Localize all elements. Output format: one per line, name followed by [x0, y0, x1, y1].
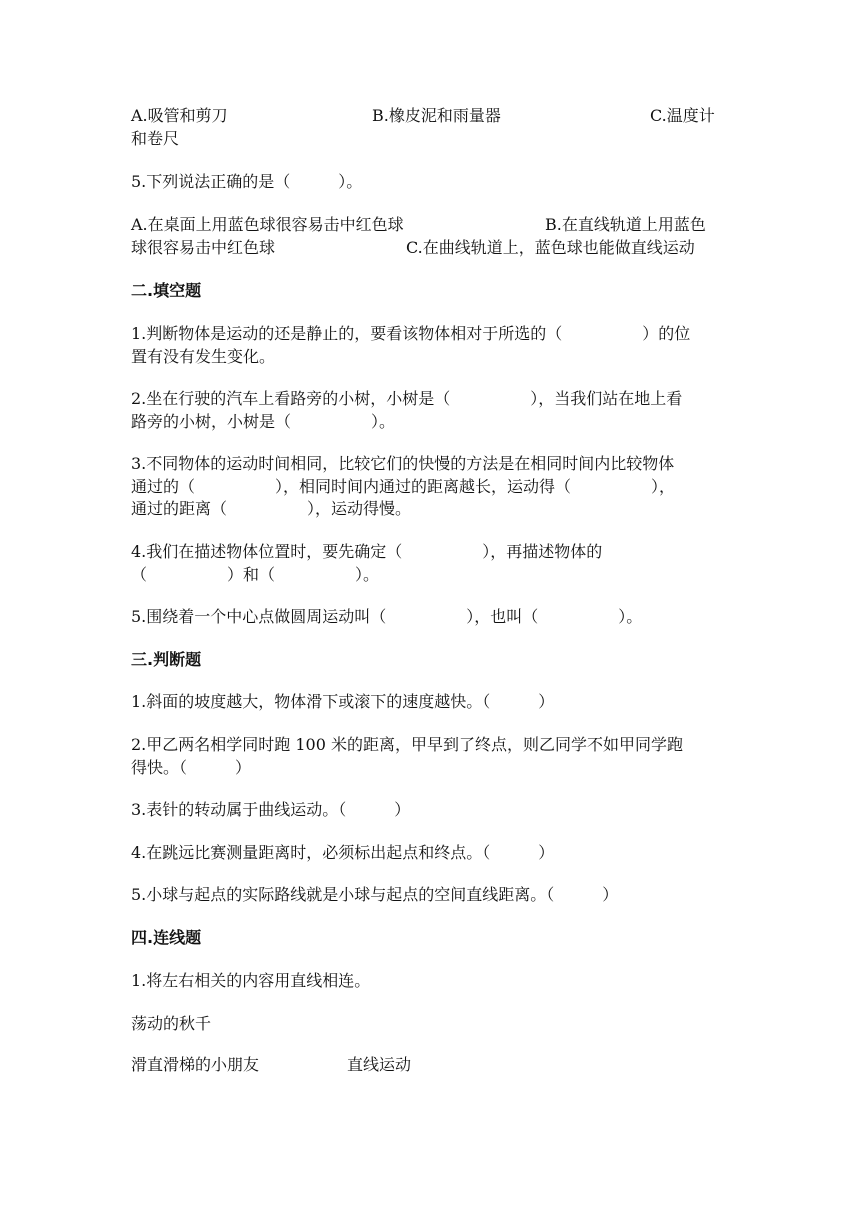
fill-q1-line1: 1.判断物体是运动的还是静止的，要看该物体相对于所选的（ ）的位: [131, 324, 691, 343]
tf-q3: 3.表针的转动属于曲线运动。（ ）: [131, 800, 411, 819]
tf-q4: 4.在跳远比赛测量距离时，必须标出起点和终点。（ ）: [131, 843, 555, 862]
fill-q3-line3: 通过的距离（ ），运动得慢。: [131, 499, 412, 518]
match-q1: 1.将左右相关的内容用直线相连。: [131, 971, 371, 990]
q4-option-c: C.温度计: [650, 106, 715, 125]
match-left-item-1: 荡动的秋千: [131, 1014, 212, 1033]
fill-q2-line2: 路旁的小树，小树是（ ）。: [131, 412, 396, 431]
tf-q1: 1.斜面的坡度越大，物体滑下或滚下的速度越快。（ ）: [131, 692, 555, 711]
q5-option-c: C.在曲线轨道上，蓝色球也能做直线运动: [406, 238, 695, 257]
section-title-matching: 四.连线题: [131, 928, 202, 947]
tf-q2-line1: 2.甲乙两名相学同时跑 100 米的距离，甲早到了终点，则乙同学不如甲同学跑: [131, 735, 683, 754]
q4-option-c-continued: 和卷尺: [131, 129, 180, 148]
tf-q2-line2: 得快。（ ）: [131, 758, 252, 777]
q5-option-b-continued: 球很容易击中红色球: [131, 238, 276, 257]
fill-q2-line1: 2.坐在行驶的汽车上看路旁的小树，小树是（ ），当我们站在地上看: [131, 389, 683, 408]
fill-q4-line2: （ ）和（ ）。: [131, 565, 380, 584]
match-right-item-1: 直线运动: [347, 1055, 412, 1074]
q4-option-b: B.橡皮泥和雨量器: [372, 106, 501, 125]
section-title-fill-blank: 二.填空题: [131, 281, 202, 300]
q5-stem: 5.下列说法正确的是（ ）。: [131, 172, 363, 191]
q5-option-b: B.在直线轨道上用蓝色: [545, 215, 706, 234]
q4-option-a: A.吸管和剪刀: [131, 106, 228, 125]
match-left-item-2: 滑直滑梯的小朋友: [131, 1055, 260, 1074]
fill-q5-line1: 5.围绕着一个中心点做圆周运动叫（ ），也叫（ ）。: [131, 607, 643, 626]
fill-q1-line2: 置有没有发生变化。: [131, 347, 276, 366]
fill-q3-line2: 通过的（ ），相同时间内通过的距离越长，运动得（ ），: [131, 477, 676, 496]
section-title-true-false: 三.判断题: [131, 650, 202, 669]
tf-q5: 5.小球与起点的实际路线就是小球与起点的空间直线距离。（ ）: [131, 885, 619, 904]
fill-q4-line1: 4.我们在描述物体位置时，要先确定（ ），再描述物体的: [131, 542, 603, 561]
fill-q3-line1: 3.不同物体的运动时间相同，比较它们的快慢的方法是在相同时间内比较物体: [131, 454, 675, 473]
q5-option-a: A.在桌面上用蓝色球很容易击中红色球: [131, 215, 404, 234]
